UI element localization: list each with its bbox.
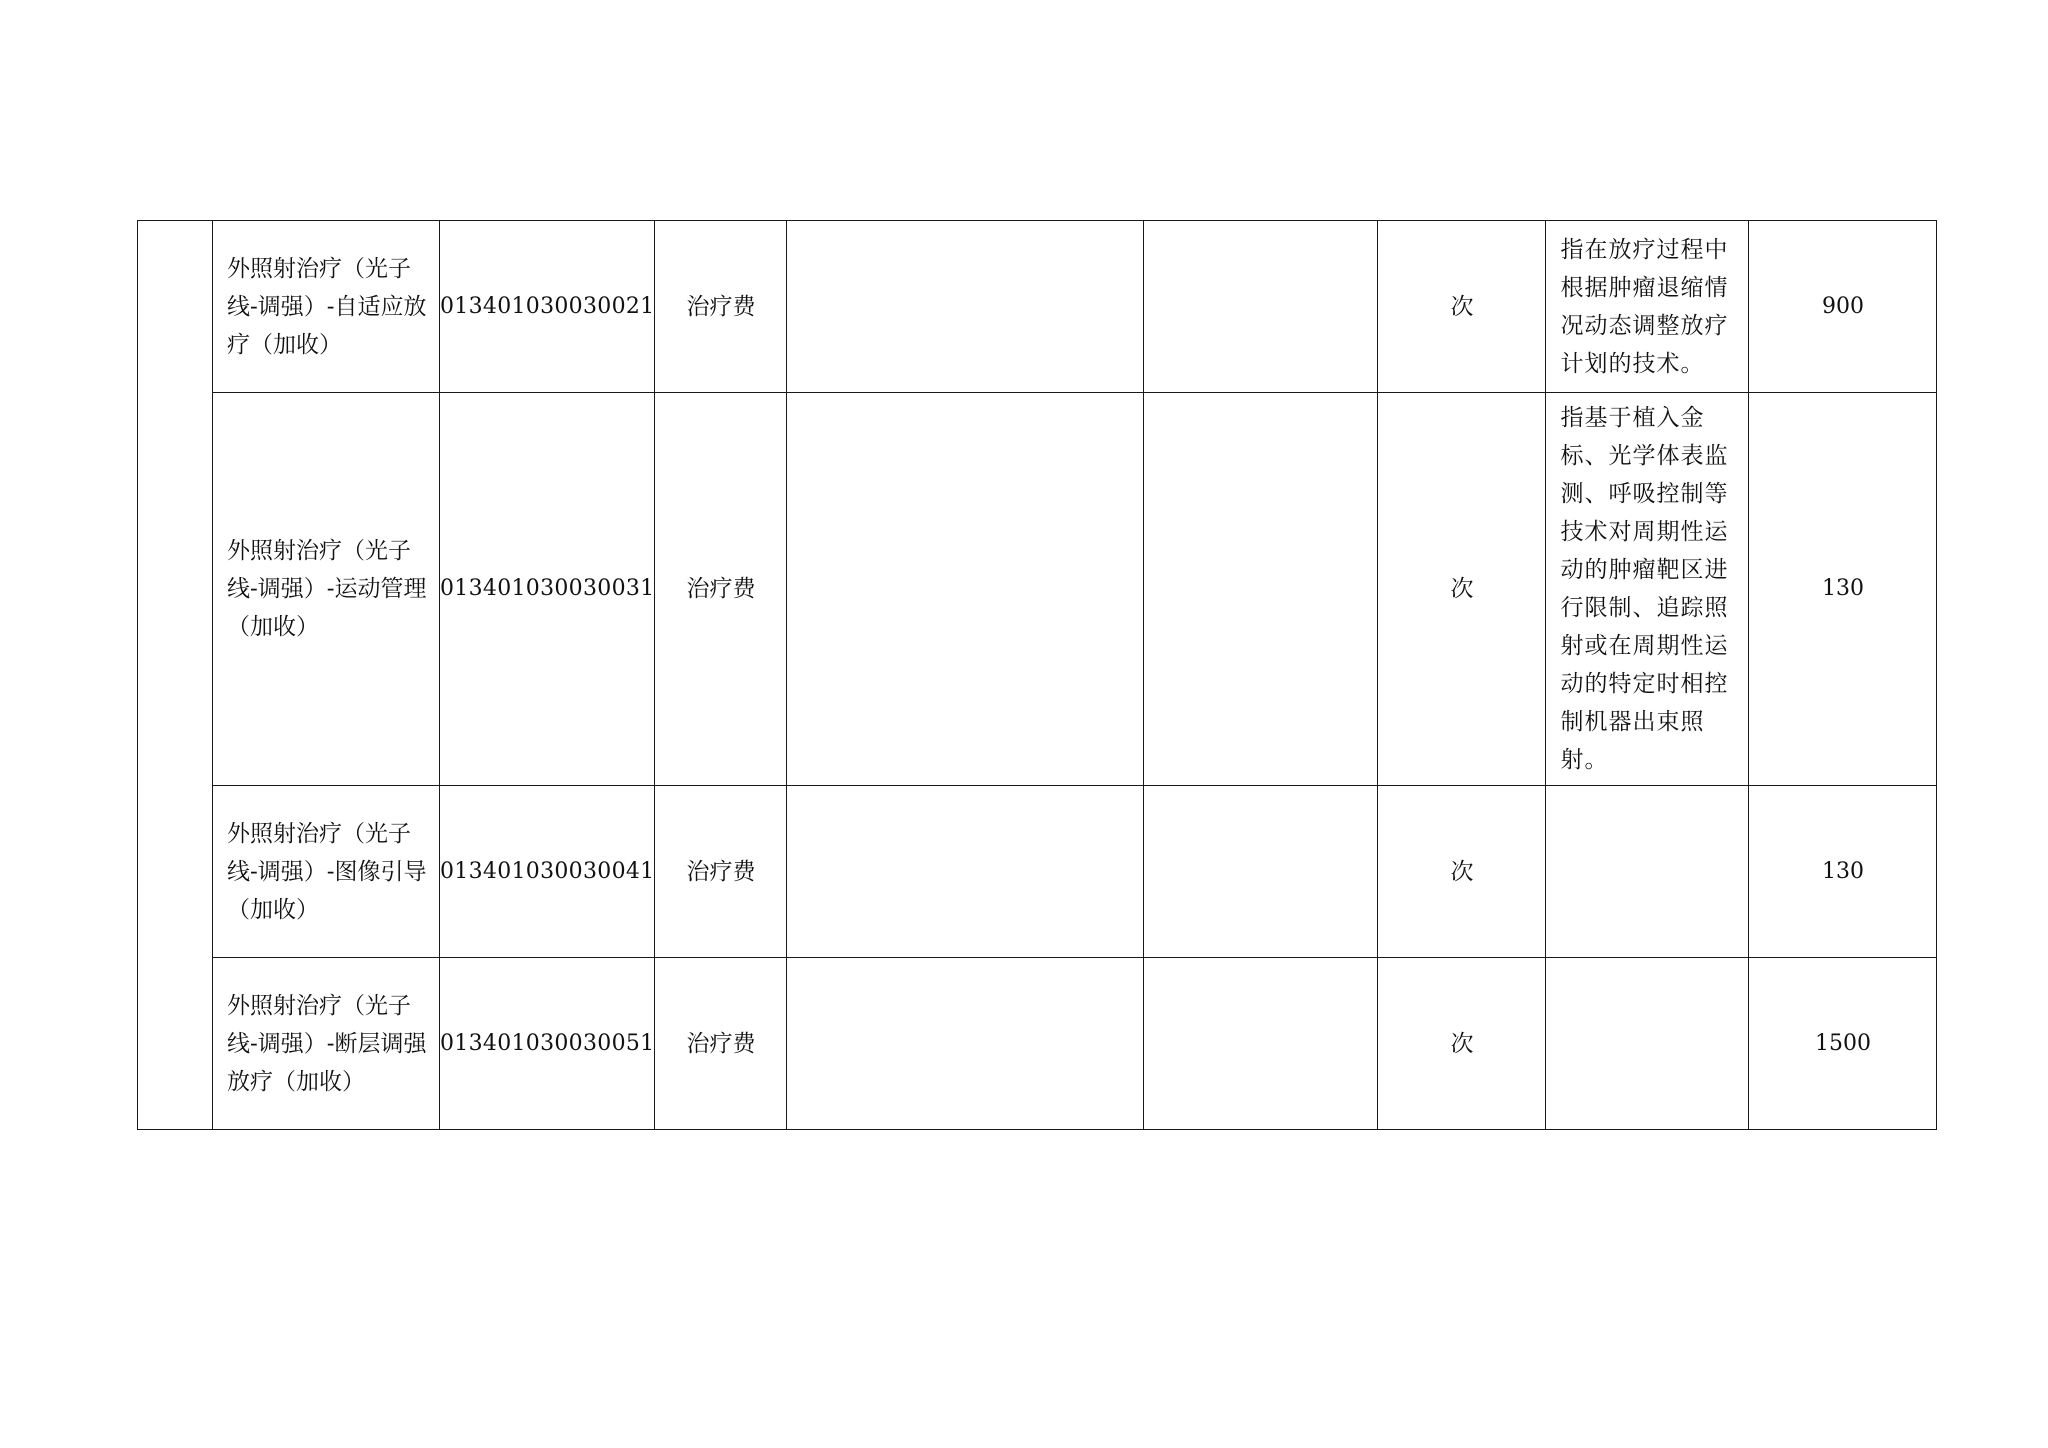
fee-category: 治疗费 [655,786,787,958]
table-row [138,221,1937,393]
item-exclusion [1144,786,1378,958]
item-note [1546,786,1749,958]
item-price: 900 [1749,221,1937,393]
item-price: 1500 [1749,958,1937,1130]
item-unit: 次 [1378,221,1546,393]
item-name: 外照射治疗（光子线-调强）-运动管理（加收） [213,393,440,786]
table-row [138,393,1937,786]
fee-table [137,220,1937,1130]
item-price: 130 [1749,786,1937,958]
group-cell [138,221,213,1130]
item-unit: 次 [1378,393,1546,786]
item-note [1546,958,1749,1130]
fee-category: 治疗费 [655,221,787,393]
item-name: 外照射治疗（光子线-调强）-图像引导（加收） [213,786,440,958]
item-content [787,786,1144,958]
item-code: 013401030030051 [440,958,655,1130]
item-exclusion [1144,221,1378,393]
item-code: 013401030030021 [440,221,655,393]
item-unit: 次 [1378,786,1546,958]
item-name: 外照射治疗（光子线-调强）-自适应放疗（加收） [213,221,440,393]
item-exclusion [1144,958,1378,1130]
table-row [138,786,1937,958]
item-note: 指在放疗过程中根据肿瘤退缩情况动态调整放疗计划的技术。 [1546,221,1749,393]
item-content [787,958,1144,1130]
item-name: 外照射治疗（光子线-调强）-断层调强放疗（加收） [213,958,440,1130]
item-content [787,221,1144,393]
item-code: 013401030030041 [440,786,655,958]
fee-category: 治疗费 [655,393,787,786]
item-content [787,393,1144,786]
item-code: 013401030030031 [440,393,655,786]
item-price: 130 [1749,393,1937,786]
table-row [138,958,1937,1130]
item-unit: 次 [1378,958,1546,1130]
item-note: 指基于植入金标、光学体表监测、呼吸控制等技术对周期性运动的肿瘤靶区进行限制、追踪照射或在周期性运动的特定时相控制机器出束照射。 [1546,393,1749,786]
fee-category: 治疗费 [655,958,787,1130]
item-exclusion [1144,393,1378,786]
